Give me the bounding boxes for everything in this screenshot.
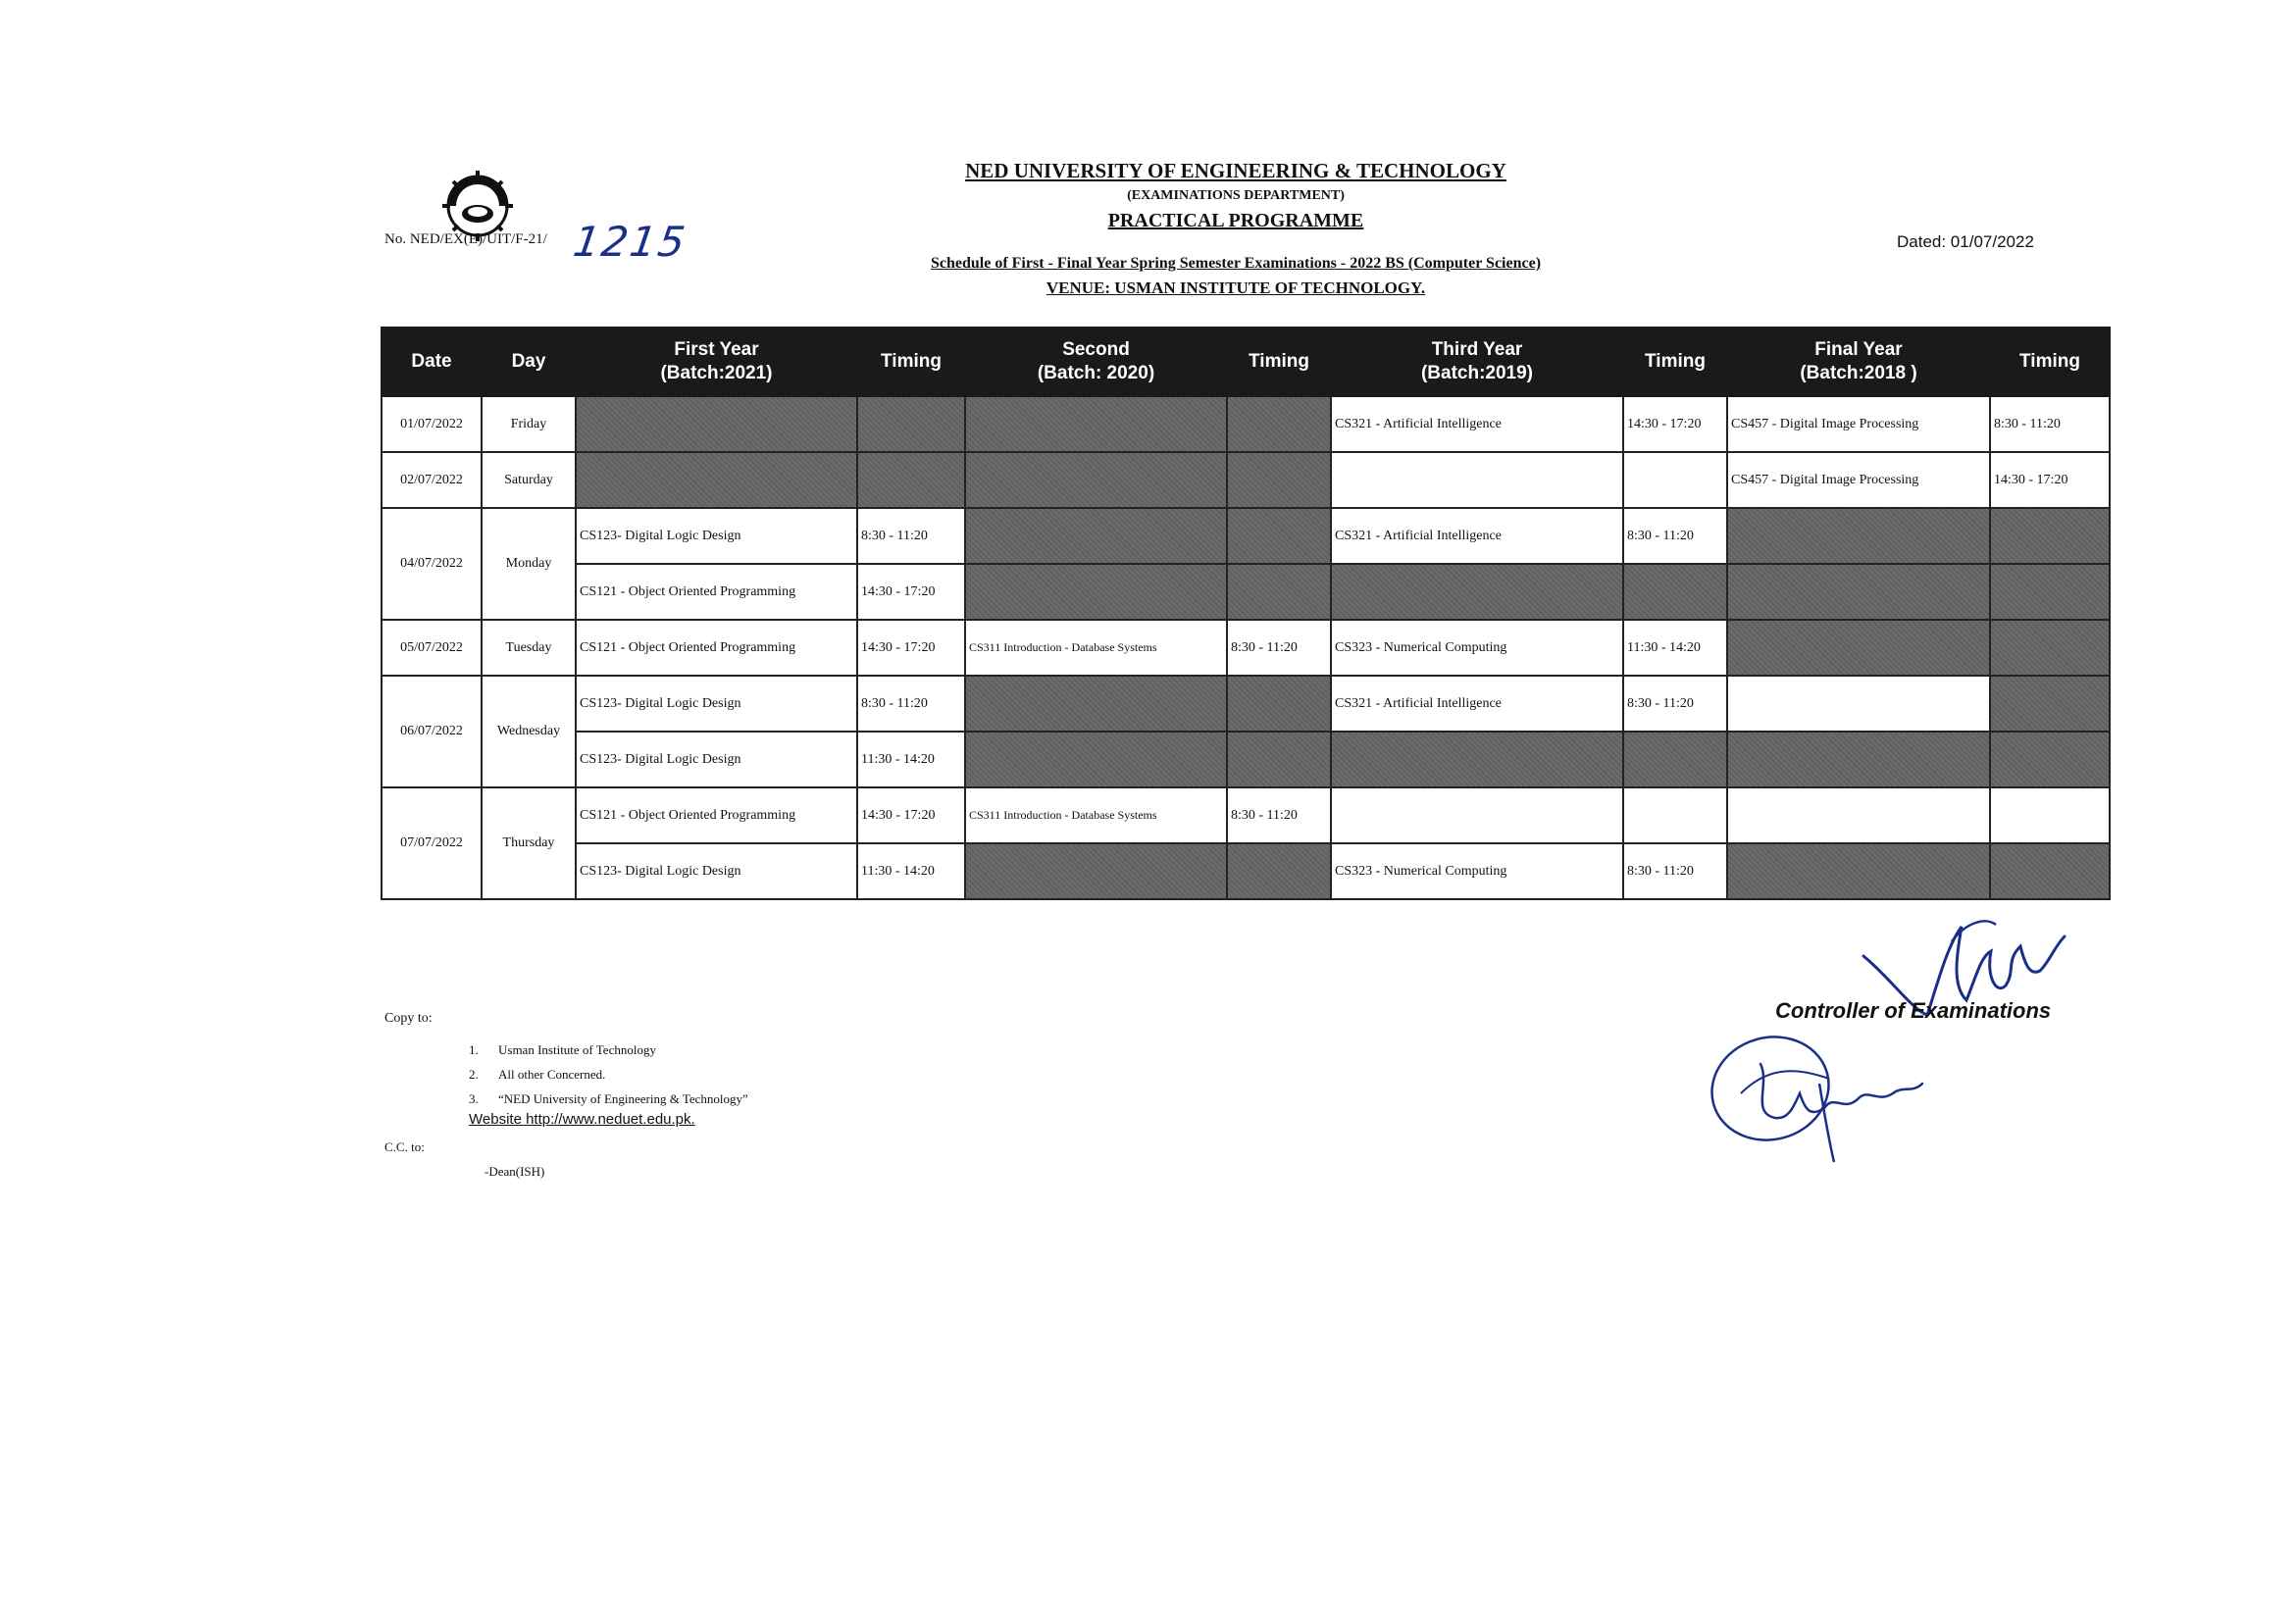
second-signature-icon	[1702, 1025, 1937, 1172]
course-cell: CS121 - Object Oriented Programming	[576, 787, 857, 843]
course-cell	[1727, 787, 1990, 843]
course-cell: CS321 - Artificial Intelligence	[1331, 676, 1623, 732]
copy-to-label: Copy to:	[384, 1011, 433, 1026]
timing-cell: 8:30 - 11:20	[1623, 508, 1727, 564]
reference-number-handwritten: 1215	[570, 218, 690, 266]
timing-cell: 8:30 - 11:20	[857, 508, 965, 564]
reference-prefix: No. NED/EX(E)/UIT/F-21/	[384, 231, 547, 247]
header-day: Day	[482, 328, 576, 396]
table-row	[382, 508, 2110, 564]
course-cell: CS123- Digital Logic Design	[576, 676, 857, 732]
shaded-cell	[1227, 564, 1331, 620]
header-third-year: Third Year (Batch:2019)	[1331, 328, 1623, 396]
controller-of-examinations: Controller of Examinations	[1775, 998, 2052, 1023]
shaded-cell	[1990, 732, 2110, 787]
date-cell: 06/07/2022	[382, 676, 482, 787]
table-row	[382, 676, 2110, 732]
header-first-year: First Year (Batch:2021)	[576, 328, 857, 396]
department-subtitle: (EXAMINATIONS DEPARTMENT)	[1127, 188, 1345, 203]
course-cell: CS457 - Digital Image Processing	[1727, 452, 1990, 508]
course-cell: CS121 - Object Oriented Programming	[576, 620, 857, 676]
course-cell: CS457 - Digital Image Processing	[1727, 396, 1990, 452]
timing-cell: 14:30 - 17:20	[1990, 452, 2110, 508]
university-title: NED UNIVERSITY OF ENGINEERING & TECHNOLOGY	[965, 159, 1506, 182]
shaded-cell	[1227, 508, 1331, 564]
header-date: Date	[382, 328, 482, 396]
list-item: 2. All other Concerned.	[469, 1067, 606, 1082]
table-row	[382, 564, 2110, 620]
list-item: 1. Usman Institute of Technology	[469, 1042, 656, 1057]
course-cell: CS311 Introduction - Database Systems	[965, 787, 1227, 843]
shaded-cell	[965, 676, 1227, 732]
header-timing-second: Timing	[1227, 328, 1331, 396]
shaded-cell	[965, 396, 1227, 452]
header-timing-third: Timing	[1623, 328, 1727, 396]
day-cell: Friday	[482, 396, 576, 452]
shaded-cell	[1727, 620, 1990, 676]
table-row	[382, 732, 2110, 787]
header-second-year: Second (Batch: 2020)	[965, 328, 1227, 396]
shaded-cell	[965, 508, 1227, 564]
course-cell	[1331, 787, 1623, 843]
shaded-cell	[857, 452, 965, 508]
venue-line: VENUE: USMAN INSTITUTE OF TECHNOLOGY.	[1046, 278, 1426, 297]
shaded-cell	[1331, 732, 1623, 787]
table-header-row	[382, 328, 2110, 396]
date-cell: 02/07/2022	[382, 452, 482, 508]
date-cell: 01/07/2022	[382, 396, 482, 452]
timing-cell: 14:30 - 17:20	[857, 787, 965, 843]
shaded-cell	[1990, 508, 2110, 564]
timing-cell: 11:30 - 14:20	[857, 843, 965, 899]
timing-cell: 14:30 - 17:20	[1623, 396, 1727, 452]
shaded-cell	[1227, 843, 1331, 899]
day-cell: Tuesday	[482, 620, 576, 676]
exam-schedule-table	[381, 327, 2111, 900]
shaded-cell	[1227, 676, 1331, 732]
course-cell	[1331, 452, 1623, 508]
timing-cell: 8:30 - 11:20	[1623, 676, 1727, 732]
cc-to-label: C.C. to:	[384, 1139, 425, 1154]
course-cell: CS123- Digital Logic Design	[576, 508, 857, 564]
timing-cell: 8:30 - 11:20	[1227, 787, 1331, 843]
timing-cell: 14:30 - 17:20	[857, 620, 965, 676]
table-row	[382, 787, 2110, 843]
shaded-cell	[965, 843, 1227, 899]
timing-cell: 11:30 - 14:20	[857, 732, 965, 787]
table-row	[382, 620, 2110, 676]
course-cell: CS323 - Numerical Computing	[1331, 843, 1623, 899]
timing-cell: 8:30 - 11:20	[1990, 396, 2110, 452]
header-final-year: Final Year (Batch:2018 )	[1727, 328, 1990, 396]
shaded-cell	[576, 396, 857, 452]
shaded-cell	[857, 396, 965, 452]
course-cell: CS323 - Numerical Computing	[1331, 620, 1623, 676]
day-cell: Monday	[482, 508, 576, 620]
course-cell: CS123- Digital Logic Design	[576, 732, 857, 787]
timing-cell	[1990, 787, 2110, 843]
course-cell: CS311 Introduction - Database Systems	[965, 620, 1227, 676]
course-cell: CS123- Digital Logic Design	[576, 843, 857, 899]
shaded-cell	[1727, 843, 1990, 899]
shaded-cell	[1990, 564, 2110, 620]
course-cell	[1727, 676, 1990, 732]
day-cell: Thursday	[482, 787, 576, 899]
timing-cell: 8:30 - 11:20	[1623, 843, 1727, 899]
shaded-cell	[1990, 843, 2110, 899]
timing-cell: 8:30 - 11:20	[857, 676, 965, 732]
timing-cell: 11:30 - 14:20	[1623, 620, 1727, 676]
table-row	[382, 843, 2110, 899]
shaded-cell	[576, 452, 857, 508]
day-cell: Saturday	[482, 452, 576, 508]
timing-cell: 8:30 - 11:20	[1227, 620, 1331, 676]
timing-cell: 14:30 - 17:20	[857, 564, 965, 620]
shaded-cell	[1727, 564, 1990, 620]
shaded-cell	[1727, 732, 1990, 787]
shaded-cell	[1331, 564, 1623, 620]
timing-cell	[1623, 787, 1727, 843]
date-cell: 04/07/2022	[382, 508, 482, 620]
course-cell: CS321 - Artificial Intelligence	[1331, 396, 1623, 452]
shaded-cell	[1623, 732, 1727, 787]
date-cell: 07/07/2022	[382, 787, 482, 899]
timing-cell	[1623, 452, 1727, 508]
programme-title: PRACTICAL PROGRAMME	[1107, 210, 1364, 231]
shaded-cell	[1227, 396, 1331, 452]
copy-to-list	[469, 1037, 748, 1111]
table-row	[382, 396, 2110, 452]
website-link[interactable]: Website http://www.neduet.edu.pk.	[469, 1111, 695, 1128]
header-timing-final: Timing	[1990, 328, 2110, 396]
shaded-cell	[1227, 452, 1331, 508]
shaded-cell	[1990, 676, 2110, 732]
shaded-cell	[1990, 620, 2110, 676]
schedule-title: Schedule of First - Final Year Spring Semester Examinations - 2022 BS (Computer Science)	[930, 255, 1542, 272]
shaded-cell	[965, 452, 1227, 508]
course-cell: CS321 - Artificial Intelligence	[1331, 508, 1623, 564]
list-item: 3. “NED University of Engineering & Technology”	[469, 1091, 748, 1106]
cc-item: -Dean(ISH)	[485, 1164, 545, 1179]
header-timing-first: Timing	[857, 328, 965, 396]
shaded-cell	[965, 564, 1227, 620]
date-cell: 05/07/2022	[382, 620, 482, 676]
course-cell: CS121 - Object Oriented Programming	[576, 564, 857, 620]
shaded-cell	[1623, 564, 1727, 620]
table-row	[382, 452, 2110, 508]
day-cell: Wednesday	[482, 676, 576, 787]
shaded-cell	[1227, 732, 1331, 787]
dated-label: Dated: 01/07/2022	[1897, 232, 2034, 251]
shaded-cell	[1727, 508, 1990, 564]
shaded-cell	[965, 732, 1227, 787]
